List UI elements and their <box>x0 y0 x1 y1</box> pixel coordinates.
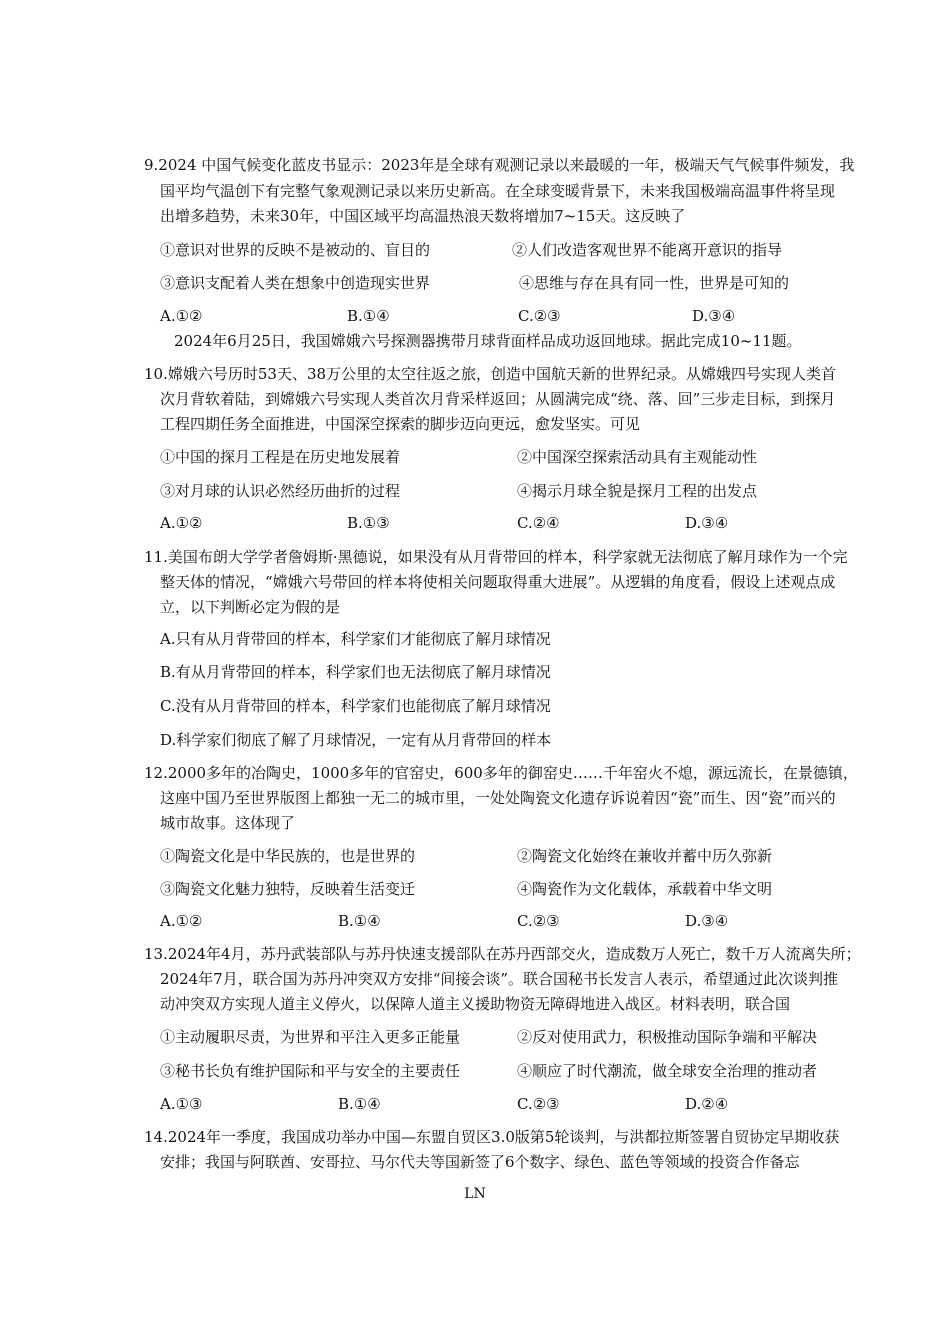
q12-statement-2: ②陶瓷文化始终在兼收并蓄中历久弥新 <box>517 847 773 865</box>
q13-choice-d: D.②④ <box>685 1095 729 1113</box>
q14-stem-line: 14.2024年一季度，我国成功举办中国—东盟自贸区3.0版第5轮谈判，与洪都拉斯签署自贸协定早期收获 <box>144 1128 840 1146</box>
q10-statement-1: ①中国的探月工程是在历史地发展着 <box>160 448 401 466</box>
q10-choice-b: B.①③ <box>347 514 390 532</box>
q13-choice-b: B.①④ <box>338 1095 381 1113</box>
q13-statement-4: ④顺应了时代潮流，做全球安全治理的推动者 <box>517 1062 818 1080</box>
q9-statement-2: ②人们改造客观世界不能离开意识的指导 <box>512 241 783 259</box>
q11-choice-b: B.有从月背带回的样本，科学家们也无法彻底了解月球情况 <box>160 663 551 681</box>
q10-stem-line: 10.嫦娥六号历时53天、38万公里的太空往返之旅，创造中国航天新的世界纪录。从嫦娥四号实现人类首 <box>144 365 837 383</box>
q11-choice-d: D.科学家们彻底了解了月球情况，一定有从月背带回的样本 <box>160 731 552 749</box>
q12-choice-d: D.③④ <box>685 912 729 930</box>
q12-stem-line: 12.2000多年的冶陶史，1000多年的官窑史，600多年的御窑史……千年窑火不熄，源远流长，在景德镇， <box>144 764 858 782</box>
q11-choice-a: A.只有从月背带回的样本，科学家们才能彻底了解月球情况 <box>160 630 551 648</box>
q13-choice-a: A.①③ <box>160 1095 203 1113</box>
q10-statement-4: ④揭示月球全貌是探月工程的出发点 <box>517 482 758 500</box>
q10-stem-line: 次月背软着陆，到嫦娥六号实现人类首次月背采样返回；从圆满完成“绕、落、回”三步走目标，到探月 <box>160 390 836 408</box>
q14-stem-line: 安排；我国与阿联酋、安哥拉、马尔代夫等国新签了6个数字、绿色、蓝色等领域的投资合作备忘 <box>160 1153 800 1171</box>
q12-statement-4: ④陶瓷作为文化载体，承载着中华文明 <box>517 880 773 898</box>
q9-choice-b: B.①④ <box>347 307 390 325</box>
q12-choice-a: A.①② <box>160 912 203 930</box>
q10-choice-c: C.②④ <box>517 514 560 532</box>
q12-statement-1: ①陶瓷文化是中华民族的，也是世界的 <box>160 847 416 865</box>
q9-stem-line: 9.2024 中国气候变化蓝皮书显示：2023年是全球有观测记录以来最暖的一年，极端天气气候事件频发，我 <box>144 156 855 174</box>
page-footer: LN <box>464 1186 486 1202</box>
q11-stem-line: 整天体的情况，“嫦娥六号带回的样本将使相关问题取得重大进展”。从逻辑的角度看，假设上述观点成 <box>160 573 836 591</box>
q10-choice-d: D.③④ <box>685 514 729 532</box>
q12-statement-3: ③陶瓷文化魅力独特，反映着生活变迁 <box>160 880 416 898</box>
q9-statement-4: ④思维与存在具有同一性，世界是可知的 <box>519 274 790 292</box>
q12-choice-b: B.①④ <box>338 912 381 930</box>
intro-10-11: 2024年6月25日，我国嫦娥六号探测器携带月球背面样品成功返回地球。据此完成10~11题。 <box>174 332 802 350</box>
q11-stem-line: 立，以下判断必定为假的是 <box>160 598 341 616</box>
q9-statement-1: ①意识对世界的反映不是被动的、盲目的 <box>160 241 431 259</box>
q13-stem-line: 13.2024年4月，苏丹武装部队与苏丹快速支援部队在苏丹西部交火，造成数万人死亡，数千万人流离失所； <box>144 945 861 963</box>
q12-stem-line: 这座中国乃至世界版图上都独一无二的城市里，一处处陶瓷文化遗存诉说着因“瓷”而生、因“瓷”而兴的 <box>160 789 836 807</box>
q9-stem-line: 出增多趋势，未来30年，中国区域平均高温热浪天数将增加7~15天。这反映了 <box>160 207 686 225</box>
q12-choice-c: C.②③ <box>517 912 560 930</box>
q10-choice-a: A.①② <box>160 514 203 532</box>
q9-stem-line: 国平均气温创下有完整气象观测记录以来历史新高。在全球变暖背景下，未来我国极端高温事件将呈现 <box>160 182 836 200</box>
q12-stem-line: 城市故事。这体现了 <box>160 814 296 832</box>
q10-statement-3: ③对月球的认识必然经历曲折的过程 <box>160 482 401 500</box>
q9-statement-3: ③意识支配着人类在想象中创造现实世界 <box>160 274 431 292</box>
q9-choice-a: A.①② <box>160 307 203 325</box>
q9-choice-c: C.②③ <box>518 307 561 325</box>
q10-statement-2: ②中国深空探索活动具有主观能动性 <box>517 448 758 466</box>
q13-statement-2: ②反对使用武力，积极推动国际争端和平解决 <box>517 1028 818 1046</box>
q13-stem-line: 动冲突双方实现人道主义停火，以保障人道主义援助物资无障碍地进入战区。材料表明，联合国 <box>160 995 791 1013</box>
q13-statement-1: ①主动履职尽责，为世界和平注入更多正能量 <box>160 1028 461 1046</box>
q13-stem-line: 2024年7月，联合国为苏丹冲突双方安排“间接会谈”。联合国秘书长发言人表示，希望通过此次谈判推 <box>160 970 839 988</box>
q10-stem-line: 工程四期任务全面推进，中国深空探索的脚步迈向更远，愈发坚实。可见 <box>160 415 641 433</box>
q13-statement-3: ③秘书长负有维护国际和平与安全的主要责任 <box>160 1062 461 1080</box>
q9-choice-d: D.③④ <box>692 307 736 325</box>
q13-choice-c: C.②③ <box>517 1095 560 1113</box>
q11-choice-c: C.没有从月背带回的样本，科学家们也能彻底了解月球情况 <box>160 697 551 715</box>
q11-stem-line: 11.美国布朗大学学者詹姆斯·黑德说，如果没有从月背带回的样本，科学家就无法彻底了解月球作为一个完 <box>144 548 848 566</box>
